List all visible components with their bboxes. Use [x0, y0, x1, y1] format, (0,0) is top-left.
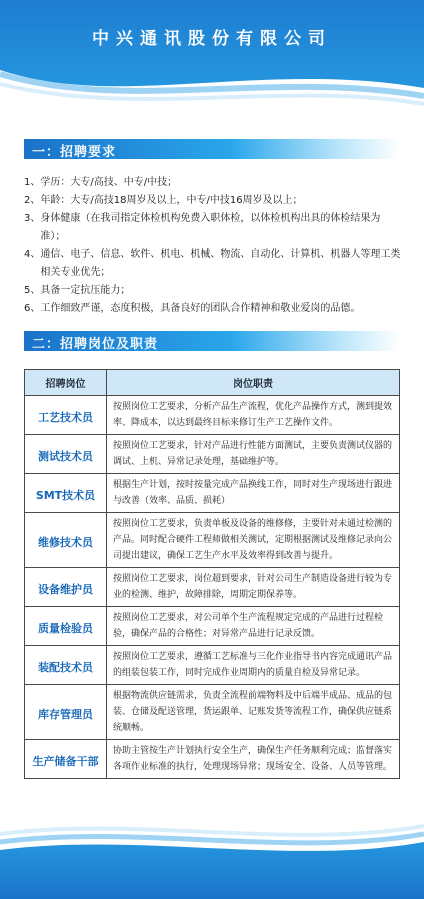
duty-cell: [107, 740, 400, 779]
duty-text: 按照岗位工艺要求，针对产品进行性能方面测试，主要负责测试仪器的调试、上机、异常记录处理，基础维护等。: [113, 441, 393, 467]
position-name: 装配技术员: [38, 660, 93, 674]
list-item: 6、 工作细致严谨，态度积极，具备良好的团队合作精神和敬业爱岗的品德。: [24, 303, 361, 314]
duty-text: 协助主管按生产计划执行安全生产，确保生产任务顺利完成；监督落实各项作业标准的执行，处理现场异常；现场安全、设备、人员等管理。: [113, 746, 393, 772]
position-cell: [25, 396, 107, 435]
table-row: [25, 396, 400, 435]
company-name: 中兴通讯股份有限公司: [92, 29, 332, 49]
position-cell: [25, 474, 107, 513]
list-item: 3、 身体健康（在我司指定体检机构免费入职体检，以体检机构出具的体检结果为准）；: [24, 213, 381, 242]
table-row: [25, 474, 400, 513]
table-row: [25, 646, 400, 685]
column-header-position: 招聘岗位: [25, 370, 107, 396]
table-header-row: [25, 370, 400, 396]
table-row: [25, 435, 400, 474]
requirements-list: [24, 174, 404, 318]
duty-text: 按照岗位工艺要求，岗位超到要求，针对公司生产制造设备进行较为专业的检测、维护，故障排除，周期定期保养等。: [113, 574, 393, 600]
duty-text: 按照岗位工艺要求，遵循工艺标准与三化作业指导书内容完成通讯产品的组装包装工作，同时完成作业周期内的质量自检及异常记录。: [113, 652, 393, 678]
position-cell: [25, 646, 107, 685]
section-positions-title: 二：招聘岗位及职责: [32, 337, 159, 352]
duty-cell: [107, 513, 400, 568]
footer-background: [0, 820, 424, 899]
list-item: 4、 通信、电子、信息、软件、机电、机械、物流、自动化、计算机、机器人等理工类相关专业优先；: [24, 249, 401, 278]
duty-text: 按照岗位工艺要求，对公司单个生产流程规定完成的产品进行过程检验，确保产品的合格性；对异常产品进行记录反馈。: [113, 613, 384, 639]
duty-text: 根据生产计划，按时按量完成产品换线工作，同时对生产现场进行跟进与改善（效率、品质、损耗）: [113, 480, 393, 506]
position-name: 质量检验员: [38, 621, 93, 635]
list-item: 1、 学历：大专/高技、中专/中技；: [24, 177, 178, 188]
section-requirements-title: 一：招聘要求: [32, 145, 117, 160]
position-cell: [25, 513, 107, 568]
duty-cell: [107, 685, 400, 740]
duty-cell: [107, 607, 400, 646]
position-name: 维修技术员: [38, 535, 93, 549]
table-row: [25, 685, 400, 740]
position-name: 生产储备干部: [32, 754, 99, 768]
duty-text: 根据物流供应链需求，负责全流程前端物料及中后端半成品、成品的包装、仓储及配送管理，货运跟单、记账发货等流程工作，确保供应链系统顺畅。: [113, 691, 393, 733]
footer-banner: [0, 820, 424, 899]
duty-cell: [107, 646, 400, 685]
position-name: SMT技术员: [35, 488, 96, 502]
header-banner: [0, 0, 424, 130]
position-name: 库存管理员: [38, 707, 93, 721]
position-name: 设备维护员: [38, 582, 93, 596]
duty-text: 按照岗位工艺要求，负责单板及设备的维修修，主要针对未通过检测的产品。同时配合硬件工程师做相关测试，定期根据测试及维修记录向公司提出建议，确保工艺生产水平及效率得到改善与提升。: [113, 519, 393, 561]
position-cell: [25, 568, 107, 607]
positions-table: [24, 369, 400, 779]
position-cell: [25, 740, 107, 779]
duty-text: 按照岗位工艺要求，分析产品生产流程，优化产品操作方式，测到提效率、降成本，以达到最终目标来修订生产工艺操作文件。: [113, 402, 393, 428]
column-header-duty: 岗位职责: [107, 370, 400, 396]
header-background: [0, 0, 424, 130]
list-item: 5、 具备一定抗压能力；: [24, 285, 131, 296]
section-positions-bar: [24, 331, 400, 351]
list-item: 2、 年龄：大专/高技18周岁及以上，中专/中技16周岁及以上；: [24, 195, 303, 206]
position-name: 工艺技术员: [38, 410, 93, 424]
duty-cell: [107, 474, 400, 513]
duty-cell: [107, 435, 400, 474]
duty-cell: [107, 396, 400, 435]
table-row: [25, 740, 400, 779]
section-requirements-bar: [24, 139, 400, 159]
table-row: [25, 568, 400, 607]
position-cell: [25, 435, 107, 474]
table-row: [25, 607, 400, 646]
position-cell: [25, 607, 107, 646]
duty-cell: [107, 568, 400, 607]
position-name: 测试技术员: [38, 449, 93, 463]
position-cell: [25, 685, 107, 740]
table-row: [25, 513, 400, 568]
